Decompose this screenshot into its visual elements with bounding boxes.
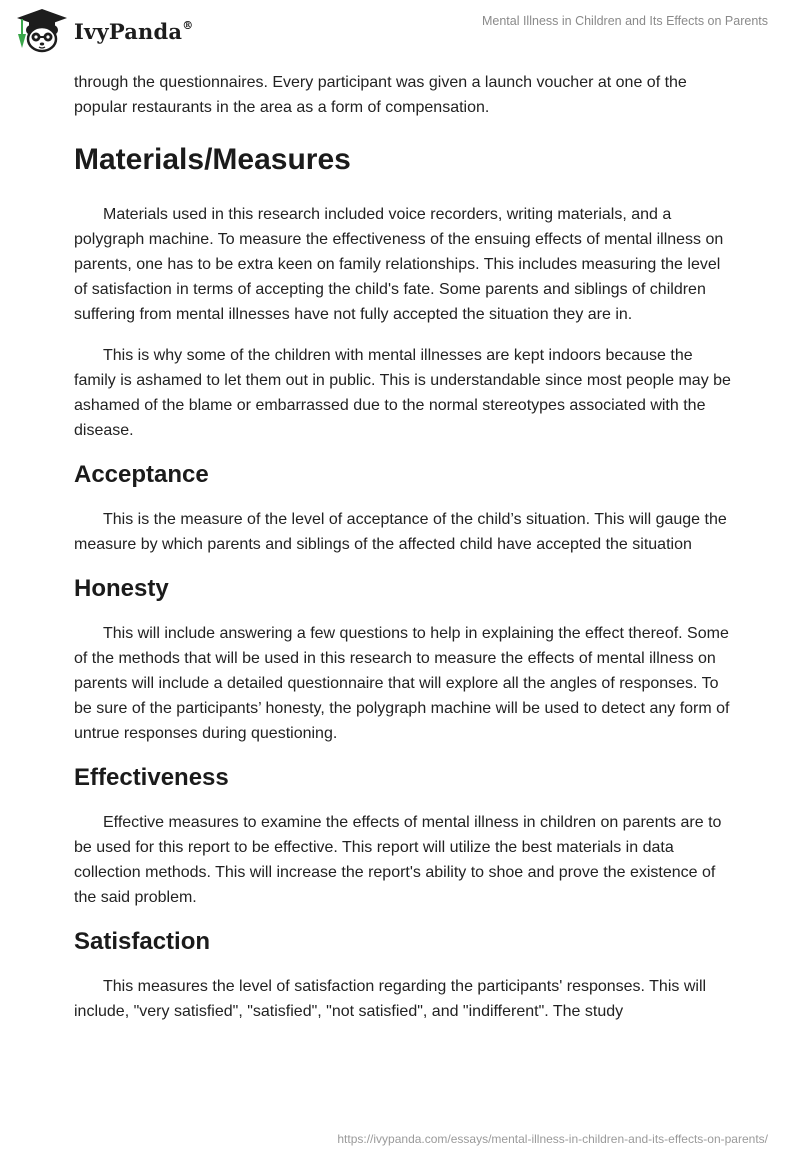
brand-logo[interactable] (14, 8, 193, 54)
honesty-heading: Honesty (74, 575, 169, 602)
intro-paragraph: through the questionnaires. Every participant was given a launch voucher at one of the popular restaurants in the area as a form of compensation. (74, 74, 687, 116)
satisfaction-heading: Satisfaction (74, 928, 211, 955)
document-title: Mental Illness in Children and Its Effects on Parents (481, 14, 768, 28)
satisfaction-paragraph: This measures the level of satisfaction regarding the participants' responses. This will include, "very satisfied", "satisfied", "not satisfied", and "indifferent". The study (74, 978, 707, 1020)
effectiveness-paragraph: Effective measures to examine the effects of mental illness in children on parents are to be used for this report to be effective. This report will utilize the best materials in data collection methods. This will increase the report's ability to shoe and prove the existence of the said problem. (74, 814, 722, 906)
page-header (0, 0, 800, 60)
materials-heading: Materials/Measures (74, 143, 351, 176)
honesty-paragraph: This will include answering a few questions to help in explaining the effect thereof. Some of the methods that will be used in this research to measure the effects of mental illness on parents will include a detailed questionnaire that will explore all the angles of responses. To be sure of the participants’ honesty, the polygraph machine will be used to detect any form of untrue responses during questioning. (74, 625, 730, 742)
acceptance-heading: Acceptance (74, 461, 209, 488)
materials-paragraph-1: Materials used in this research included voice recorders, writing materials, and a polygraph machine. To measure the effectiveness of the ensuing effects of mental illness on parents, one has to be extra keen on family relationships. This includes measuring the level of satisfaction in terms of accepting the child's fate. Some parents and siblings of children suffering from mental illnesses have not fully accepted the situation they are in. (74, 206, 724, 323)
essay-content (74, 70, 734, 1024)
brand-name: IvyPanda® (74, 18, 194, 44)
source-url[interactable]: https://ivypanda.com/essays/mental-illness-in-children-and-its-effects-on-parents/ (337, 1132, 768, 1146)
materials-paragraph-2: This is why some of the children with mental illnesses are kept indoors because the family is ashamed to let them out in public. This is understandable since most people may be ashamed of the blame or embarrassed due to the normal stereotypes associated with the disease. (74, 347, 731, 439)
acceptance-paragraph: This is the measure of the level of acceptance of the child’s situation. This will gauge the measure by which parents and siblings of the affected child have accepted the situation (74, 511, 727, 553)
panda-graduation-cap-icon (14, 8, 70, 54)
effectiveness-heading: Effectiveness (74, 764, 229, 791)
